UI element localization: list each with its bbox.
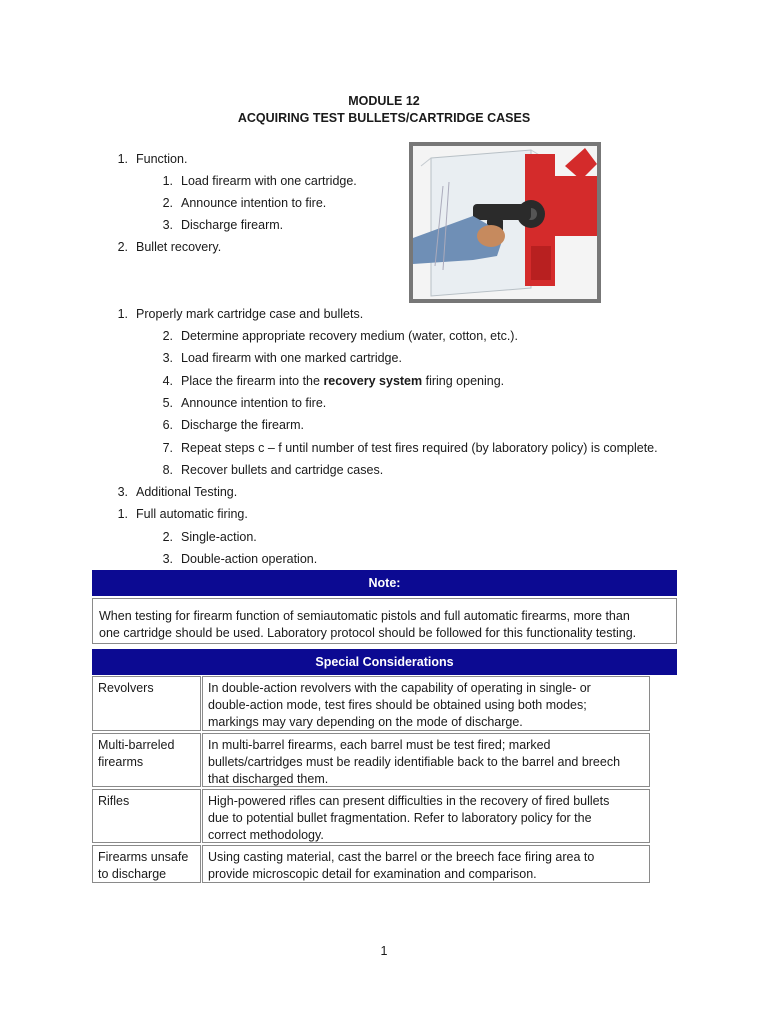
table-text-cell: In double-action revolvers with the capability of operating in single- or double-action mode, test fires should be obtained using both modes; markings may vary depending on the mode of discharge. xyxy=(202,676,650,731)
list-item: 2. Determine appropriate recovery medium (water, cotton, etc.). xyxy=(162,329,518,343)
table-text-cell: In multi-barrel firearms, each barrel must be test fired; marked bullets/cartridges must be readily identifiable back to the barrel and breech that discharged them. xyxy=(202,733,650,787)
note-text-line: one cartridge should be used. Laboratory protocol should be followed for this functionality testing. xyxy=(99,626,637,640)
list-item: 2. Bullet recovery. xyxy=(117,240,222,254)
list-item: 8. Recover bullets and cartridge cases. xyxy=(162,463,384,477)
list-item: 1. Properly mark cartridge case and bullets. xyxy=(117,307,364,321)
recovery-system-term: recovery system xyxy=(323,374,423,388)
list-item: 2. Announce intention to fire. xyxy=(162,196,327,210)
list-item: 1. Function. xyxy=(117,152,188,166)
list-item: 5. Announce intention to fire. xyxy=(162,396,327,410)
list-item: 3. Load firearm with one marked cartridge. xyxy=(162,351,402,365)
list-item: 1. Load firearm with one cartridge. xyxy=(162,174,357,188)
list-item: 6. Discharge the firearm. xyxy=(162,418,304,432)
table-text-cell: High-powered rifles can present difficulties in the recovery of fired bullets due to potential bullet fragmentation. Refer to laboratory policy for the correct methodology. xyxy=(202,789,650,843)
note-text-line: When testing for firearm function of semiautomatic pistols and full automatic firearms, more than xyxy=(99,609,630,623)
note-box xyxy=(92,598,677,644)
recovery-system-illustration xyxy=(413,146,597,299)
table-label-cell: Rifles xyxy=(92,789,201,843)
note-heading: Note: xyxy=(92,570,677,596)
list-item: 3. Discharge firearm. xyxy=(162,218,284,232)
list-item: 7. Repeat steps c – f until number of test fires required (by laboratory policy) is complete. xyxy=(162,441,658,455)
list-item: 3. Double-action operation. xyxy=(162,552,318,566)
recovery-system-photo xyxy=(409,142,601,303)
list-item: 3. Additional Testing. xyxy=(117,485,238,499)
list-item: 1. Full automatic firing. xyxy=(117,507,248,521)
list-item: 2. Single-action. xyxy=(162,530,257,544)
page-number: 1 xyxy=(380,944,388,958)
table-text-cell: Using casting material, cast the barrel or the breech face firing area to provide microscopic detail for examination and comparison. xyxy=(202,845,650,883)
page-title: ACQUIRING TEST BULLETS/CARTRIDGE CASES xyxy=(237,111,531,125)
special-considerations-heading: Special Considerations xyxy=(92,649,677,675)
module-number: MODULE 12 xyxy=(348,94,420,108)
table-label-cell: Revolvers xyxy=(92,676,201,731)
table-label-cell: Multi-barreled firearms xyxy=(92,733,201,787)
table-label-cell: Firearms unsafe to discharge xyxy=(92,845,201,883)
list-item: 4. Place the firearm into the recovery system firing opening. xyxy=(162,374,505,388)
